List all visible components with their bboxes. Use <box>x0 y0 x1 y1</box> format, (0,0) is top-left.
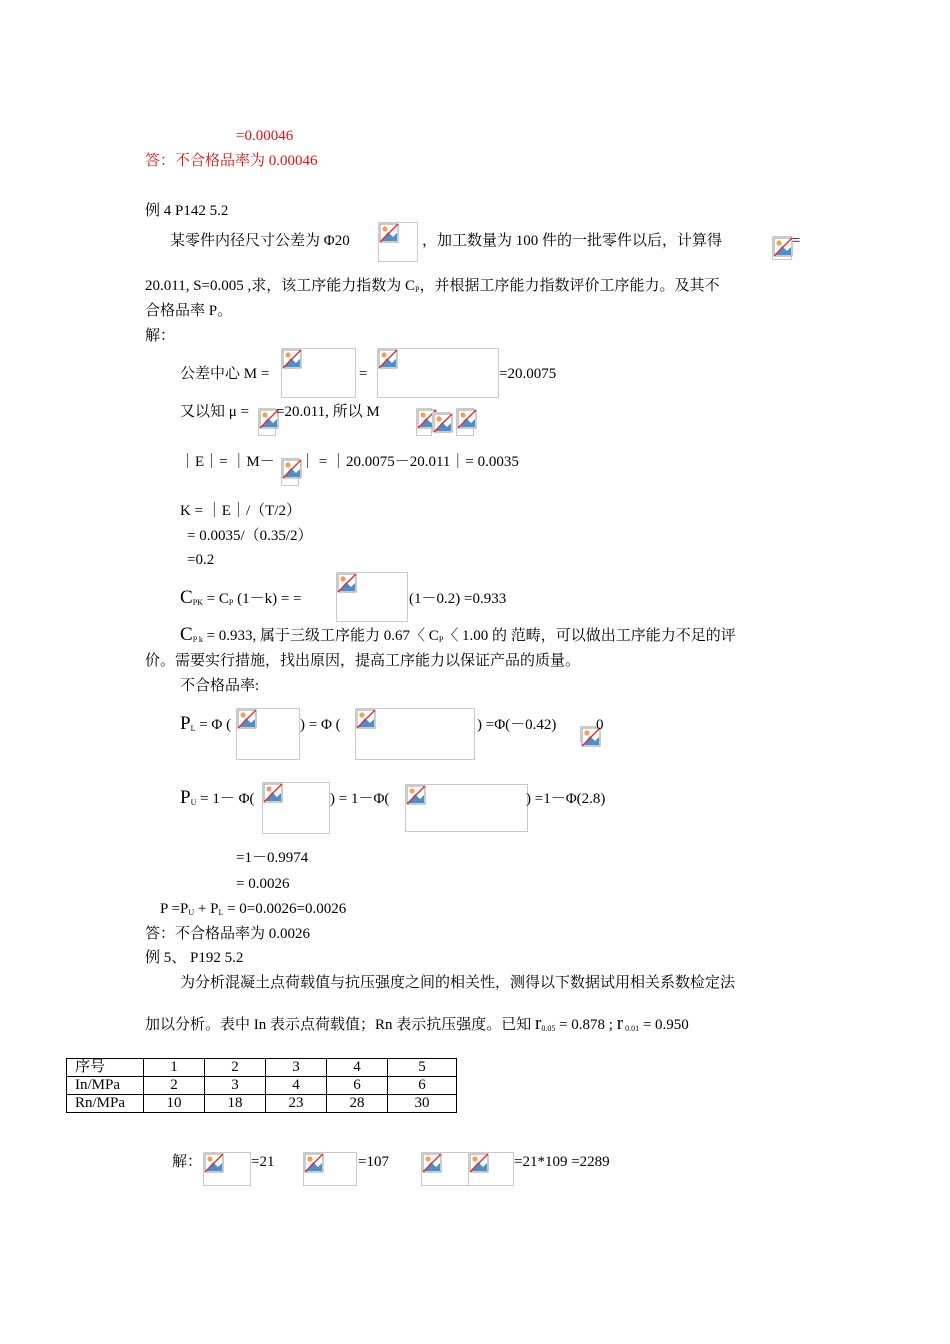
ex5-problem-line-2: 加以分析。表中 In 表示点荷载值；Rn 表示抗压强度。已知 $r_{0.05} = 0.878$ ; r $_{0.01}$ = 0.950 <box>145 1013 689 1034</box>
k-line-1: K = ｜E｜/（T/2） <box>180 503 301 519</box>
problem-text-c: = <box>792 233 801 249</box>
table-cell: In/MPa <box>67 1077 144 1095</box>
pu-formula-image-1 <box>262 782 330 834</box>
broken-image-icon <box>378 349 398 369</box>
example-5-heading: 例 5、 P192 5.2 <box>145 950 244 966</box>
center-formula-image-2 <box>377 348 499 398</box>
approx-symbol-image <box>580 726 596 742</box>
e-label: ｜E｜= ｜M－ <box>180 454 275 470</box>
broken-image-icon <box>204 1153 224 1173</box>
problem-line-1 <box>170 231 350 251</box>
table-cell: 18 <box>205 1095 266 1113</box>
table-cell: 序号 <box>67 1059 144 1077</box>
problem-line-2: 20.011, S=0.005 ,求，该工序能力指数为 $C_P$，并根据工序能力指数评价工序能力。及其不 <box>145 278 720 294</box>
problem-text-a: 某零件内径尺寸公差为 Φ20 <box>170 233 350 249</box>
pl-phi-value: ) =Φ(－0.42) <box>477 717 557 733</box>
xbar-image <box>258 408 276 436</box>
k-line-3: =0.2 <box>187 552 215 568</box>
ex4-answer: 答：不合格品率为 0.0026 <box>145 926 311 942</box>
table-cell: 6 <box>388 1077 457 1095</box>
broken-image-icon <box>406 785 426 805</box>
broken-image-icon <box>304 1153 324 1173</box>
tolerance-formula-image <box>378 222 418 262</box>
mu-value: =20.011, 所以 M <box>276 404 380 420</box>
xbar-image-2 <box>281 458 299 486</box>
table-cell: 3 <box>266 1059 327 1077</box>
sum-image-2 <box>303 1152 357 1186</box>
answer-text: 答：不合格品率为 0.00046 <box>145 153 318 169</box>
broken-image-icon <box>379 223 399 243</box>
table-cell: 28 <box>327 1095 388 1113</box>
broken-image-icon <box>773 237 793 257</box>
problem-text-b: ，加工数量为 100 件的一批零件以后，计算得 <box>422 233 723 249</box>
broken-image-icon <box>457 409 477 429</box>
table-cell: 1 <box>144 1059 205 1077</box>
table-cell: 30 <box>388 1095 457 1113</box>
center-equals: = <box>359 366 368 382</box>
table-cell: 10 <box>144 1095 205 1113</box>
table-cell: 4 <box>327 1059 388 1077</box>
pu-step-2: =1－0.9974 <box>236 850 309 866</box>
ex5-solution-label: 解： <box>172 1154 203 1170</box>
table-cell: 23 <box>266 1095 327 1113</box>
broken-image-icon <box>356 709 376 729</box>
sum-value-3: =21*109 =2289 <box>514 1154 610 1170</box>
evaluation-line-1: $C_{P k} = 0.933$, 属于三级工序能力 0.67〈 $C_P$〈 1.00 的 范畴，可以做出工序能力不足的评 <box>180 624 736 645</box>
cp-formula-image <box>336 572 408 622</box>
pu-phi-value: ) =1－Φ(2.8) <box>526 791 606 807</box>
pl-formula-image-1 <box>236 708 300 760</box>
pu-formula-image-2 <box>405 784 528 832</box>
problem-line-3: 合格品率 P。 <box>145 303 233 319</box>
table-cell: Rn/MPa <box>67 1095 144 1113</box>
xbar-symbol-image <box>772 236 792 260</box>
sum-value-1: =21 <box>251 1154 275 1170</box>
sum-image-1 <box>203 1152 251 1186</box>
center-value: =20.0075 <box>499 366 557 382</box>
example-4-heading: 例 4 P142 5.2 <box>145 203 229 219</box>
sum-image-4 <box>468 1152 514 1186</box>
pu-formula: $P_U = 1- \Phi$( <box>180 787 255 808</box>
k-line-2: = 0.0035/（0.35/2） <box>187 528 313 544</box>
symbol-image-3 <box>456 408 474 436</box>
e-value: ｜ = ｜20.0075－20.011｜= 0.0035 <box>300 454 519 470</box>
broken-image-icon <box>282 349 302 369</box>
evaluation-line-2: 价。需要实行措施，找出原因，提高工序能力以保证产品的质量。 <box>145 653 581 669</box>
table-cell: 4 <box>266 1077 327 1095</box>
pl-result: 0 <box>596 717 604 733</box>
pl-formula-image-2 <box>355 708 475 760</box>
broken-image-icon <box>422 1153 442 1173</box>
sum-value-2: =107 <box>358 1154 389 1170</box>
table-header-row <box>67 1059 457 1077</box>
pu-equals: ) = 1－Φ( <box>330 791 390 807</box>
ex5-problem-line-1: 为分析混凝土点荷载值与抗压强度之间的相关性，测得以下数据试用相关系数检定法 <box>180 975 736 991</box>
broken-image-icon <box>282 459 302 479</box>
broken-image-icon <box>337 573 357 593</box>
reject-rate-label: 不合格品率: <box>180 678 260 694</box>
center-formula-image-1 <box>281 348 356 398</box>
data-table <box>66 1058 457 1113</box>
cpk-value: (1－0.2) =0.933 <box>409 591 507 607</box>
broken-image-icon <box>469 1153 489 1173</box>
table-cell: 3 <box>205 1077 266 1095</box>
pl-formula: $P_L = \Phi$ ( <box>180 713 232 734</box>
table-cell: 5 <box>388 1059 457 1077</box>
mu-label: 又以知 μ = <box>180 404 250 420</box>
sum-image-3 <box>421 1152 469 1186</box>
broken-image-icon <box>433 413 453 433</box>
pu-step-3: = 0.0026 <box>236 876 290 892</box>
center-label: 公差中心 M = <box>180 366 270 382</box>
cpk-formula: $C_{PK} = C_P$ (1－k) = = <box>180 587 302 608</box>
solution-label: 解： <box>145 328 176 344</box>
table-row <box>67 1095 457 1113</box>
broken-image-icon <box>237 709 257 729</box>
table-cell: 6 <box>327 1077 388 1095</box>
table-row <box>67 1077 457 1095</box>
table-cell: 2 <box>205 1059 266 1077</box>
broken-image-icon <box>263 783 283 803</box>
symbol-image-2 <box>432 412 450 432</box>
symbol-image-1 <box>416 408 432 436</box>
result-value: =0.00046 <box>236 128 294 144</box>
pl-equals: ) = Φ ( <box>300 717 341 733</box>
table-cell: 2 <box>144 1077 205 1095</box>
p-total-formula: $P =P_U + P_L = 0=0.0026=0.0026$ <box>160 901 347 917</box>
